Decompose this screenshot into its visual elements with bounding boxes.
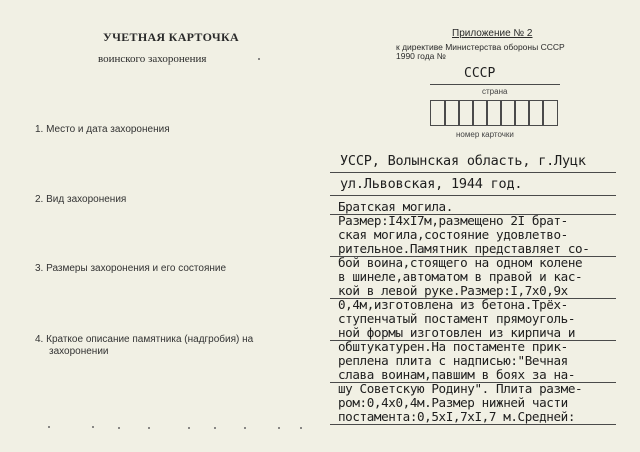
description-line: кой в левой руке.Размер:I,7x0,9x	[338, 283, 568, 298]
place-date-rule-2	[330, 195, 616, 196]
specks	[118, 427, 120, 429]
description-line: 0,4м,изготовлена из бетона.Трёх-	[338, 297, 568, 312]
description-line: ступенчатый постамент прямоуголь-	[338, 311, 576, 326]
specks	[278, 427, 280, 429]
card-subtitle: воинского захоронения	[98, 53, 207, 65]
specks	[48, 426, 50, 428]
description-line: ром:0,4x0,4м.Размер нижней части	[338, 395, 568, 410]
specks	[188, 427, 190, 429]
place-date-line-1: УССР, Волынская область, г.Луцк	[340, 153, 586, 169]
annex-label: Приложение № 2	[452, 28, 533, 39]
card-number-box-9	[542, 100, 558, 126]
field-label-dimensions: 3. Размеры захоронения и его состояние	[35, 263, 227, 274]
description-line: обштукатурен.На постаменте прик-	[338, 339, 568, 354]
description-line: Братская могила.	[338, 199, 453, 214]
description-line: реплена плита с надписью:"Вечная	[338, 353, 568, 368]
specks	[300, 427, 302, 429]
place-date-rule-1	[330, 172, 616, 173]
specks	[244, 427, 246, 429]
description-line: слава воинам,павшим в боях за на-	[338, 367, 576, 382]
specks	[214, 427, 216, 429]
card-number-caption: номер карточки	[456, 130, 514, 139]
description-line: ская могила,состояние удовлетво-	[338, 227, 568, 242]
description-line: рительное.Памятник представляет со-	[338, 241, 590, 256]
description-line: Размер:I4xI7м,размещено 2I брат-	[338, 213, 568, 228]
directive-line-2: 1990 года №	[396, 51, 446, 61]
specks	[148, 427, 150, 429]
field-label-monument-line-1: 4. Краткое описание памятника (надгробия) на	[35, 334, 254, 345]
specks	[92, 426, 94, 428]
country-caption: страна	[482, 87, 508, 96]
directive-reference	[396, 43, 616, 61]
description-line: постамента:0,5xI,7xI,7 м.Средней:	[338, 409, 576, 424]
country-value: СССР	[464, 66, 496, 81]
specks	[258, 58, 260, 60]
description-line: в шинеле,автоматом в правой и кас-	[338, 269, 583, 284]
field-label-place-date: 1. Место и дата захоронения	[35, 124, 170, 135]
description-line: ной формы изготовлен из кирпича и	[338, 325, 576, 340]
card-title: УЧЕТНАЯ КАРТОЧКА	[103, 30, 239, 44]
description-line: бой воина,стоящего на одном колене	[338, 255, 583, 270]
field-label-monument	[35, 334, 253, 358]
country-rule	[430, 84, 560, 85]
field-label-burial-type: 2. Вид захоронения	[35, 194, 127, 205]
description-rule-6	[330, 424, 616, 425]
description-line: шу Советскую Родину". Плита разме-	[338, 381, 583, 396]
field-label-monument-line-2: захоронении	[49, 346, 109, 357]
place-date-line-2: ул.Львовская, 1944 год.	[340, 176, 523, 192]
directive-line-1: к директиве Министерства обороны СССР	[396, 42, 565, 52]
description-text	[338, 200, 589, 424]
